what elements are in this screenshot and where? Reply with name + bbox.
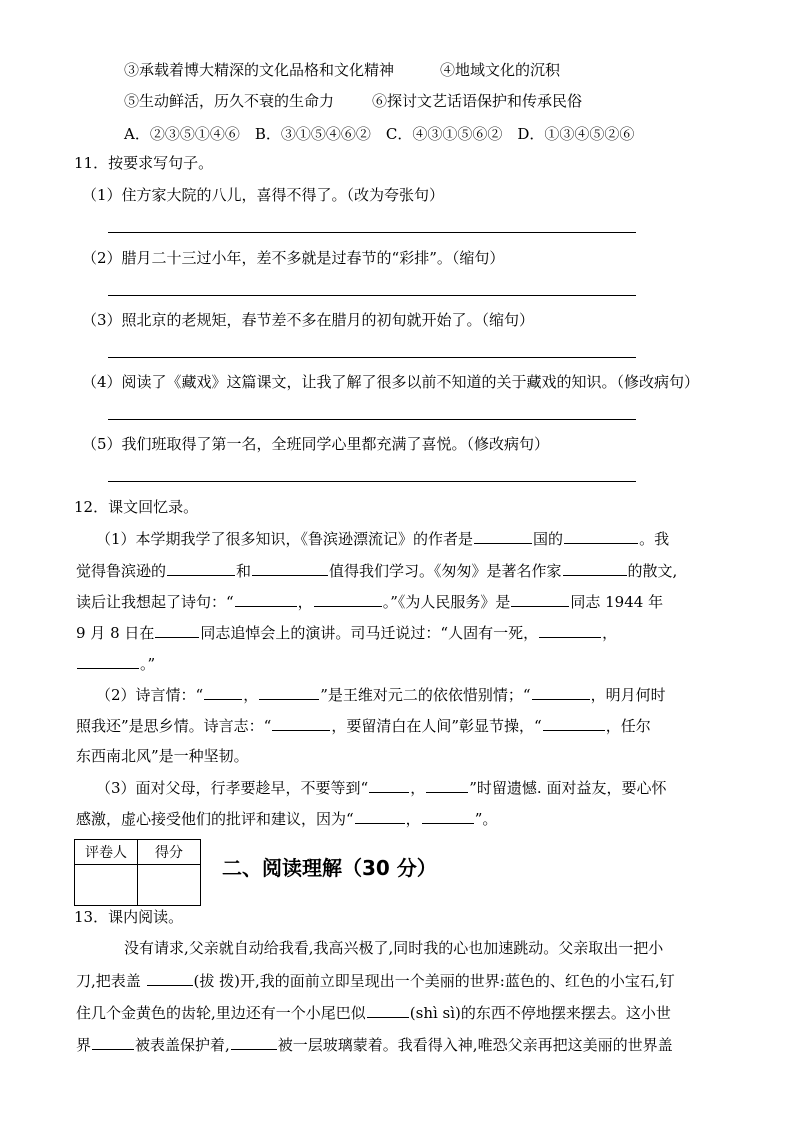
fill-blank[interactable] [564,528,638,544]
q12-p1-line2: 觉得鲁滨逊的 和 值得我们学习。《匆匆》是著名作家 的散文, [76,562,678,580]
fill-blank[interactable] [77,653,139,669]
fill-blank[interactable] [92,1034,134,1050]
reviewer-header: 评卷人 [75,840,138,865]
answer-line-2[interactable] [108,295,636,296]
fill-blank[interactable] [543,715,605,731]
fill-blank[interactable] [426,777,468,793]
fill-blank[interactable] [563,560,627,576]
q13-line4: 界 被表盖保护着, 被一层玻璃蒙着。我看得入神,唯恐父亲再把这美丽的世界盖 [76,1036,673,1054]
q12-p2-line3: 东西南北风”是一种坚韧。 [76,747,249,765]
fill-blank[interactable] [539,622,601,638]
fill-blank[interactable] [367,1002,409,1018]
fill-blank[interactable] [167,560,235,576]
q11-item-4: （4）阅读了《藏戏》这篇课文，让我了解了很多以前不知道的关于藏戏的知识。（修改病句） [82,373,700,391]
q11-heading: 11．按要求写句子。 [74,154,214,172]
fill-blank[interactable] [369,777,409,793]
q13-heading: 13．课内阅读。 [74,908,184,926]
reviewer-cell[interactable] [75,865,138,906]
q11-item-1: （1）住方家大院的八儿，喜得不得了。（改为夸张句） [82,186,445,204]
fill-blank[interactable] [272,715,330,731]
fill-blank[interactable] [147,970,193,986]
score-cell[interactable] [138,865,201,906]
answer-line-4[interactable] [108,419,636,420]
answer-line-3[interactable] [108,357,636,358]
fill-blank[interactable] [511,591,569,607]
fill-blank[interactable] [155,622,199,638]
q11-item-5: （5）我们班取得了第一名，全班同学心里都充满了喜悦。（修改病句） [82,435,550,453]
q13-line1: 没有请求,父亲就自动给我看,我高兴极了,同时我的心也加速跳动。父亲取出一把小 [124,939,664,957]
score-table [74,839,201,906]
fill-blank[interactable] [355,808,405,824]
answer-line-5[interactable] [108,481,636,482]
fill-blank[interactable] [474,528,532,544]
fill-blank[interactable] [204,684,242,700]
q12-p1-line3: 读后让我想起了诗句：“ ， 。”《为人民服务》是 同志 1944 年 [76,593,664,611]
q12-p3-line1: （3）面对父母，行孝要趁早，不要等到“ ， ”时留遗憾. 面对益友，要心怀 [96,779,667,797]
option-3: ③承载着博大精深的文化品格和文化精神 [124,61,395,79]
q13-line2: 刀,把表盖 (拔 拨)开,我的面前立即呈现出一个美丽的世界:蓝色的、红色的小宝石,钉 [76,972,675,990]
section-title: 二、阅读理解（30 分） [222,856,437,880]
fill-blank[interactable] [422,808,474,824]
fill-blank[interactable] [314,591,382,607]
score-header: 得分 [138,840,201,865]
q12-p2-line1: （2）诗言情：“ ， ”是王维对元二的依依惜别情；“ ，明月何时 [96,686,666,704]
option-4: ④地域文化的沉积 [440,61,561,79]
fill-blank[interactable] [231,1034,277,1050]
option-6: ⑥探讨文艺话语保护和传承民俗 [372,92,583,110]
q12-p2-line2: 照我还”是思乡情。诗言志：“ ，要留清白在人间”彰显节操，“ ，任尔 [76,717,651,735]
q13-line3: 住几个金黄色的齿轮,里边还有一个小尾巴似 (shì sì)的东西不停地摆来摆去。这小世 [76,1004,671,1022]
fill-blank[interactable] [235,591,297,607]
q12-heading: 12．课文回忆录。 [74,498,199,516]
q11-item-2: （2）腊月二十三过小年，差不多就是过春节的“彩排”。（缩句） [82,249,505,267]
fill-blank[interactable] [259,684,319,700]
fill-blank[interactable] [532,684,590,700]
q11-item-3: （3）照北京的老规矩，春节差不多在腊月的初旬就开始了。（缩句） [82,311,535,329]
q12-p1-line1: （1）本学期我学了很多知识，《鲁滨逊漂流记》的作者是 国的 。我 [96,530,670,548]
option-5: ⑤生动鲜活，历久不衰的生命力 [124,92,335,110]
q12-p1-line4: 9 月 8 日在 同志追悼会上的演讲。司马迁说过：“人固有一死， ， [76,624,618,642]
answer-line-1[interactable] [108,232,636,233]
q12-p3-line2: 感激，虚心接受他们的批评和建议，因为“ ， ”。 [76,810,498,828]
q12-p1-line5: 。” [76,653,155,674]
fill-blank[interactable] [252,560,328,576]
answer-choices: A．②③⑤①④⑥ B．③①⑤④⑥② C．④③①⑤⑥② D．①③④⑤②⑥ [124,125,635,143]
